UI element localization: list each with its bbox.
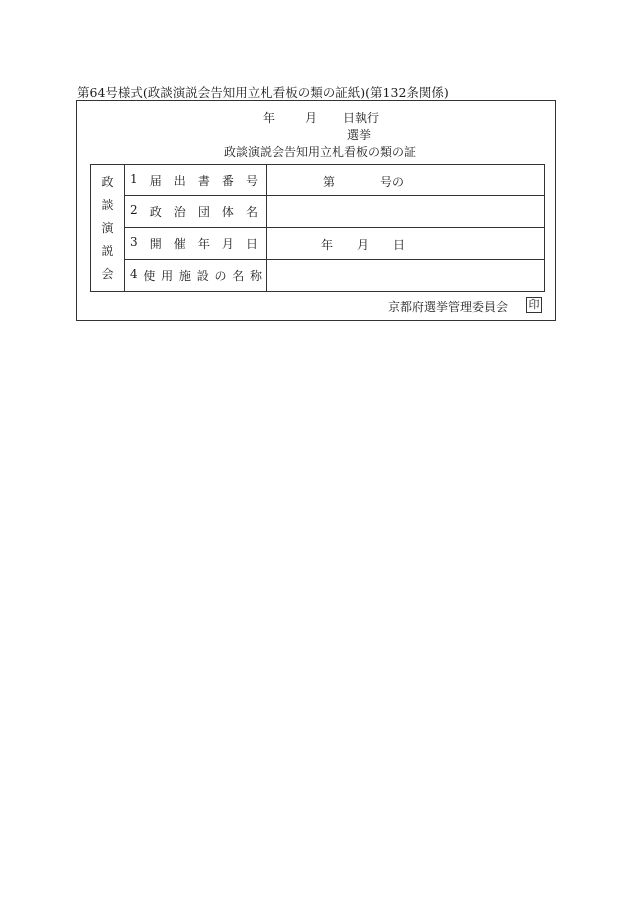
row-value-facility-name (267, 260, 545, 292)
certificate-frame (76, 100, 556, 321)
certificate-title: 政談演説会告知用立札看板の類の証 (224, 145, 417, 159)
side-char: 演 (101, 220, 114, 235)
side-char: 談 (101, 197, 114, 212)
date-month: 月 (357, 238, 370, 252)
date-year: 年 (321, 238, 334, 252)
issuer-name: 京都府選挙管理委員会 (388, 300, 509, 314)
number-suffix: 号の (380, 175, 405, 189)
month-label: 月 (305, 111, 318, 125)
form-title: 第64号様式(政談演説会告知用立札看板の類の証紙)(第132条関係) (77, 85, 449, 100)
row-value-notification-number (267, 165, 545, 196)
row-number: 1 (130, 171, 138, 186)
side-label (91, 165, 125, 292)
day-exec-label: 日執行 (343, 111, 380, 125)
row-number: 4 (130, 267, 138, 281)
row-label-event-date: 3 開 催 年 月 日 (125, 228, 267, 260)
row-label-facility-name: 4 使 用 施 設 の 名 称 (125, 260, 267, 292)
year-label: 年 (263, 111, 276, 125)
row-label-political-group: 2 政 治 団 体 名 (125, 196, 267, 228)
election-label: 選挙 (347, 128, 372, 142)
execution-date-line (263, 109, 379, 126)
row-value-political-group (267, 196, 545, 228)
side-char: 政 (101, 174, 114, 189)
side-char: 会 (101, 266, 114, 281)
row-number: 2 (130, 203, 138, 217)
date-day: 日 (393, 238, 406, 252)
row-label-notification-number: 1 届 出 書 番 号 (125, 165, 267, 196)
row-number: 3 (130, 235, 138, 249)
seal-mark: 印 (526, 297, 542, 313)
number-prefix: 第 (323, 175, 336, 189)
row-value-event-date (267, 228, 545, 260)
side-char: 説 (101, 243, 114, 258)
details-table (90, 164, 545, 292)
